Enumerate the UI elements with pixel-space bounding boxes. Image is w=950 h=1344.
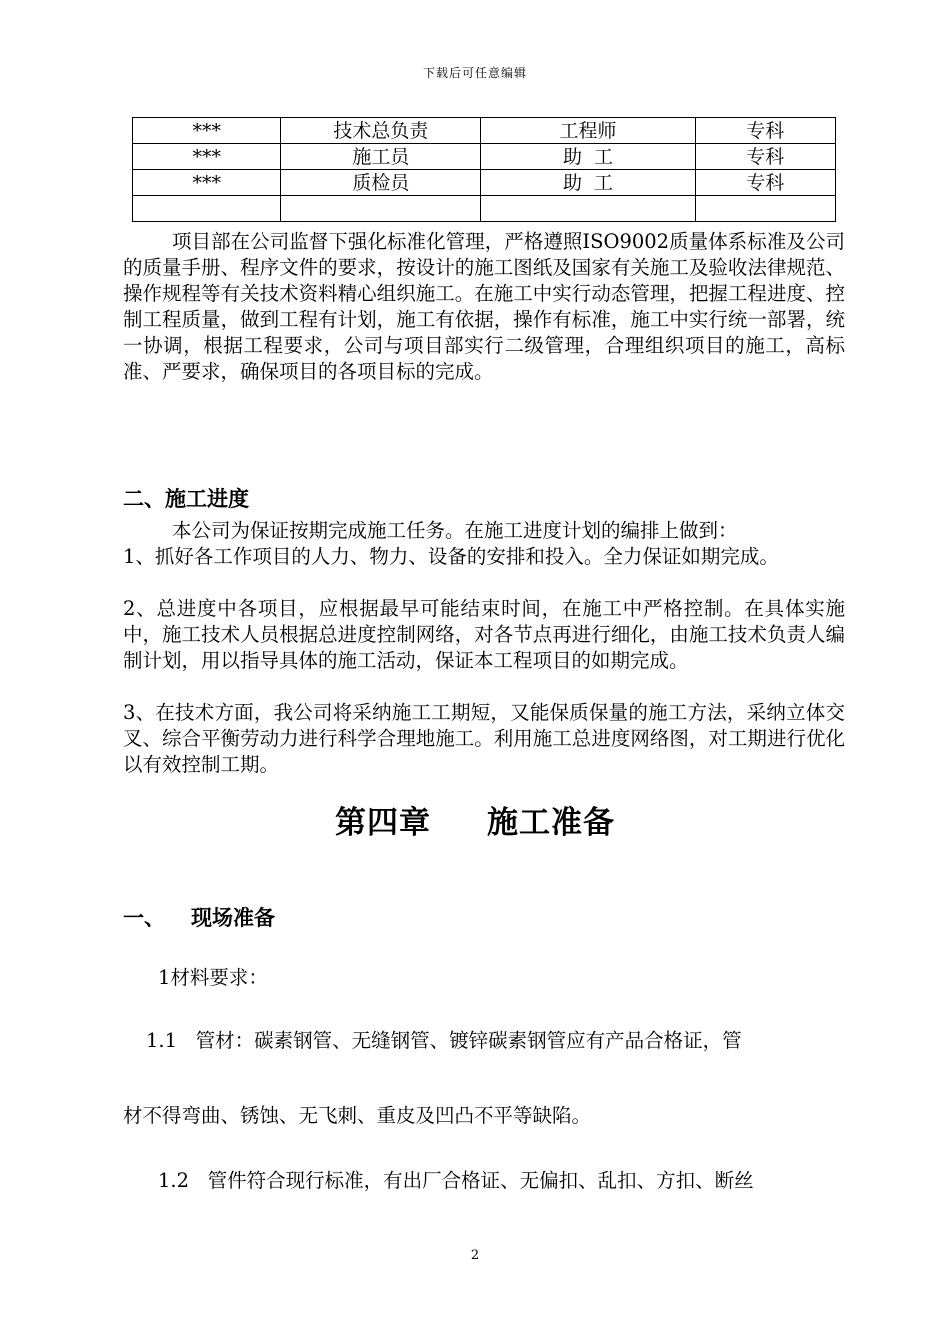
table-row	[133, 196, 836, 222]
item-1-1-line2: 材不得弯曲、锈蚀、无飞刺、重皮及凹凸不平等缺陷。	[123, 1104, 592, 1127]
table-cell	[481, 196, 695, 222]
table-cell: 专科	[695, 170, 835, 196]
table-row	[133, 118, 836, 144]
table-cell: 助 工	[481, 144, 695, 170]
chapter-number: 第四章	[335, 805, 431, 841]
section-number: 一、	[123, 906, 165, 930]
table-cell: 专科	[695, 118, 835, 144]
table-cell: 质检员	[281, 170, 481, 196]
table-cell: 工程师	[481, 118, 695, 144]
section-heading-progress: 二、施工进度	[123, 487, 249, 511]
page-number: 2	[470, 1248, 480, 1263]
table-cell: ***	[133, 170, 281, 196]
table-row	[133, 170, 836, 196]
progress-lead: 本公司为保证按期完成施工任务。在施工进度计划的编排上做到：	[172, 519, 738, 542]
table-row	[133, 144, 836, 170]
section-title: 现场准备	[191, 906, 275, 930]
chapter-title	[0, 797, 950, 842]
item-1-1-line1: 1.1 管材：碳素钢管、无缝钢管、镀锌碳素钢管应有产品合格证，管	[146, 1029, 742, 1052]
table-cell	[695, 196, 835, 222]
table-cell: ***	[133, 144, 281, 170]
table-cell: 技术总负责	[281, 118, 481, 144]
table-cell: 助 工	[481, 170, 695, 196]
progress-item-3: 3、在技术方面，我公司将采纳施工工期短，又能保质保量的施工方法，采纳立体交叉、综合平衡劳动力进行科学合理地施工。利用施工总进度网络图，对工期进行优化以有效控制工期。	[123, 701, 845, 776]
table-cell: 施工员	[281, 144, 481, 170]
header-note: 下载后可任意编辑	[422, 66, 527, 80]
table-cell	[133, 196, 281, 222]
table-cell	[281, 196, 481, 222]
table-cell: 专科	[695, 144, 835, 170]
item-1-2-line1: 1.2 管件符合现行标准，有出厂合格证、无偏扣、乱扣、方扣、断丝	[158, 1169, 754, 1192]
staff-table	[132, 117, 836, 222]
table-cell: ***	[133, 118, 281, 144]
progress-item-1: 1、抓好各工作项目的人力、物力、设备的安排和投入。全力保证如期完成。	[123, 545, 779, 568]
progress-item-2: 2、总进度中各项目，应根据最早可能结束时间，在施工中严格控制。在具体实施中，施工技术人员根据总进度控制网络，对各节点再进行细化，由施工技术负责人编制计划，用以指导具体的施工活动，保证本工程项目的如期完成。	[123, 597, 845, 672]
intro-paragraph: 项目部在公司监督下强化标准化管理，严格遵照ISO9002质量体系标准及公司的质量手册、程序文件的要求，按设计的施工图纸及国家有关施工及验收法律规范、操作规程等有关技术资料精心组织施工。在施工中实行动态管理，把握工程进度、控制工程质量，做到工程有计划，施工有依据，操作有标准，施工中实行统一部署，统一协调，根据工程要求，公司与项目部实行二级管理，合理组织项目的施工，高标准、严要求，确保项目的各项目标的完成。	[123, 230, 845, 383]
chapter-name: 施工准备	[487, 805, 615, 841]
section-heading-site	[123, 902, 275, 932]
material-requirements: 1材料要求：	[158, 966, 268, 989]
